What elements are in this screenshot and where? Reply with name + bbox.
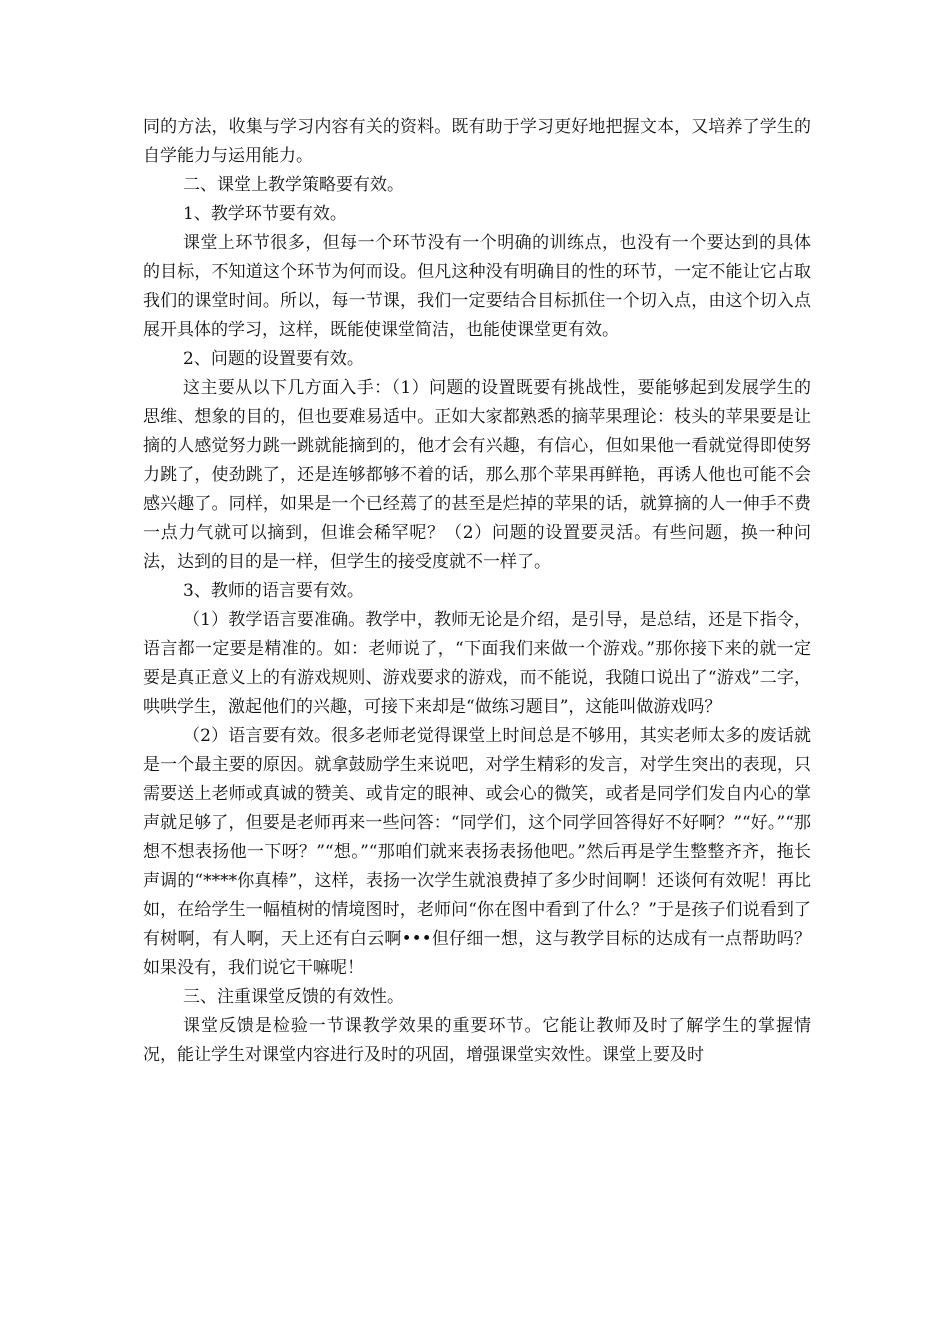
section-heading-3: 三、注重课堂反馈的有效性。 [183,987,404,1007]
document-body [143,113,811,1070]
subsection-heading-3: 3、教师的语言要有效。 [183,581,364,601]
paragraph-question-design: 这主要从以下几方面入手：（1）问题的设置既要有挑战性，要能够起到发展学生的思维、想象的目的，但也要难易适中。正如大家都熟悉的摘苹果理论：枝头的苹果要是让摘的人感觉努力跳一跳就能摘到的，他才会有兴趣，有信心，但如果他一看就觉得即使努力跳了，使劲跳了，还是连够都够不着的话，那么那个苹果再鲜艳，再诱人他也可能不会感兴趣了。同样，如果是一个已经蔫了的甚至是烂掉的苹果的话，就算摘的人一伸手不费一点力气就可以摘到，但谁会稀罕呢？（2）问题的设置要灵活。有些问题，换一种问法，达到的目的是一样，但学生的接受度就不一样了。 [143,378,811,572]
paragraph-continued: 同的方法，收集与学习内容有关的资料。既有助于学习更好地把握文本，又培养了学生的自学能力与运用能力。 [143,117,811,166]
paragraph-language-accurate: （1）教学语言要准确。教学中，教师无论是介绍，是引导，是总结，还是下指令，语言都一定要是精准的。如：老师说了，“下面我们来做一个游戏。”那你接下来的就一定要是真正意义上的有游戏规则、游戏要求的游戏，而不能说，我随口说出了“游戏”二字，哄哄学生，激起他们的兴趣，可接下来却是“做练习题目”，这能叫做游戏吗？ [143,610,811,717]
paragraph-teaching-steps: 课堂上环节很多，但每一个环节没有一个明确的训练点，也没有一个要达到的具体的目标，不知道这个环节为何而设。但凡这种没有明确目的性的环节，一定不能让它占取我们的课堂时间。所以，每一节课，我们一定要结合目标抓住一个切入点，由这个切入点展开具体的学习，这样，既能使课堂简洁，也能使课堂更有效。 [143,233,811,340]
subsection-heading-2: 2、问题的设置要有效。 [183,349,364,369]
subsection-heading-1: 1、教学环节要有效。 [183,204,347,224]
section-heading-2: 二、课堂上教学策略要有效。 [183,175,404,195]
paragraph-feedback: 课堂反馈是检验一节课教学效果的重要环节。它能让教师及时了解学生的掌握情况，能让学生对课堂内容进行及时的巩固，增强课堂实效性。课堂上要及时 [143,1016,811,1065]
paragraph-language-effective: （2）语言要有效。很多老师老觉得课堂上时间总是不够用，其实老师太多的废话就是一个最主要的原因。就拿鼓励学生来说吧，对学生精彩的发言，对学生突出的表现，只需要送上老师或真诚的赞美、或肯定的眼神、或会心的微笑，或者是同学们发自内心的掌声就足够了，但要是老师再来一些问答：“同学们，这个同学回答得好不好啊？”“好。”“那想不想表扬他一下呀？”“想。”“那咱们就来表扬表扬他吧。”然后再是学生整整齐齐，拖长声调的“****你真棒”，这样，表扬一次学生就浪费掉了多少时间啊！还谈何有效呢！再比如，在给学生一幅植树的情境图时，老师问“你在图中看到了什么？”于是孩子们说看到了有树啊，有人啊，天上还有白云啊•••但仔细一想，这与教学目标的达成有一点帮助吗？如果没有，我们说它干嘛呢！ [143,726,811,978]
